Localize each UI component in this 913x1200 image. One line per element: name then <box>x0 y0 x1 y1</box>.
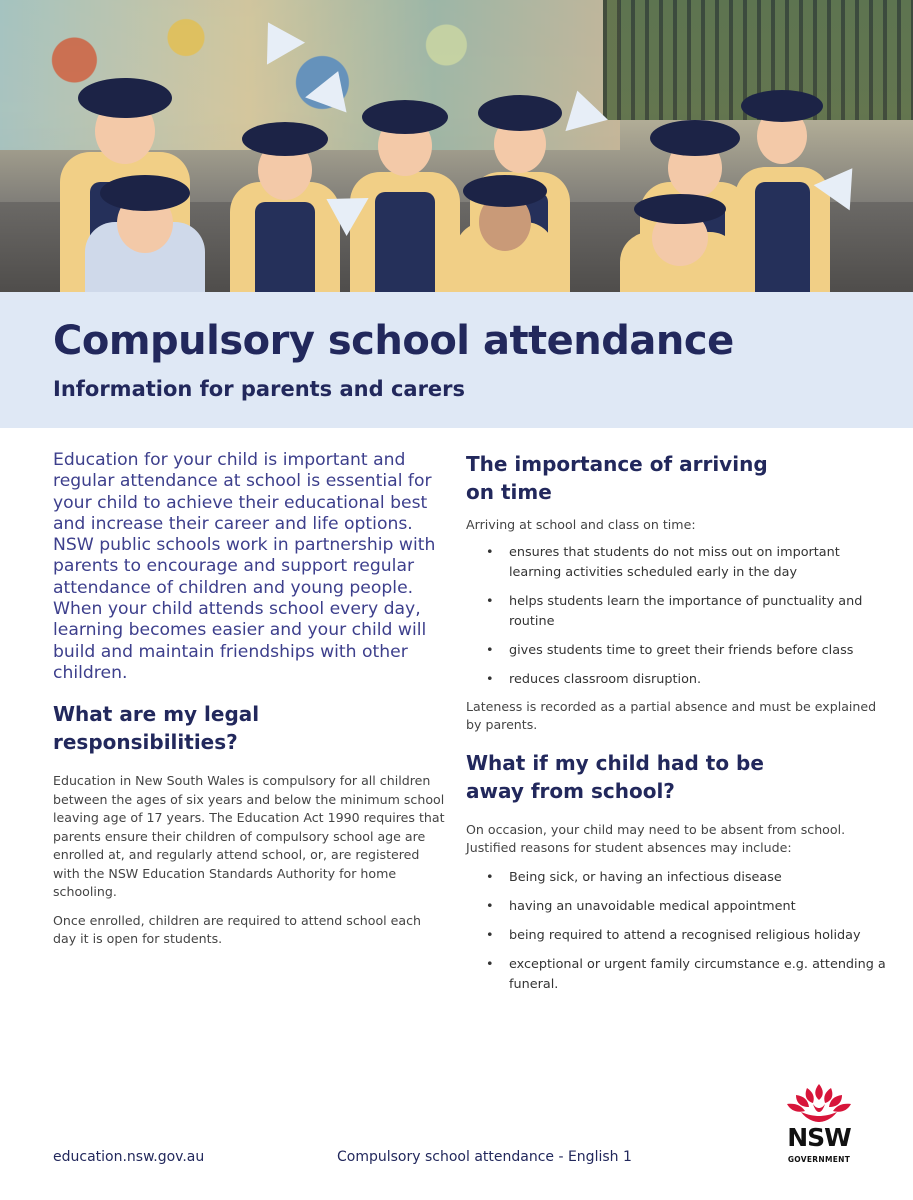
nsw-logo-government: GOVERNMENT <box>787 1155 851 1164</box>
away-lead: On occasion, your child may need to be absent from school. Justified reasons for student absences may include: <box>466 821 846 855</box>
away-list <box>466 868 886 995</box>
on-time-heading <box>466 450 886 506</box>
student-figure <box>620 200 740 292</box>
waratah-flower-icon <box>783 1082 855 1126</box>
legal-heading <box>53 700 445 756</box>
on-time-list <box>466 543 886 690</box>
lateness-note: Lateness is recorded as a partial absence and must be explained by parents. <box>466 698 877 732</box>
on-time-heading-line1: The importance of arriving <box>466 452 768 476</box>
hero-photo <box>0 0 913 292</box>
list-item: • being required to attend a recognised religious holiday <box>466 926 886 946</box>
list-item: • helps students learn the importance of punctuality and routine <box>466 592 886 632</box>
list-item: • exceptional or urgent family circumstance e.g. attending a funeral. <box>466 955 886 995</box>
legal-paragraph-2: Once enrolled, children are required to attend school each day it is open for students. <box>53 912 422 947</box>
list-item: • reduces classroom disruption. <box>466 670 886 690</box>
on-time-heading-line2: on time <box>466 480 552 504</box>
list-item: • ensures that students do not miss out on important learning activities scheduled early in the day <box>466 543 886 583</box>
footer-document-label: Compulsory school attendance - English 1 <box>337 1149 632 1165</box>
legal-paragraph-1: Education in New South Wales is compulsory for all children between the ages of six years and below the minimum school leaving age of 17 years. The Education Act 1990 requires that parents ensure their children of compulsory school age are enrolled at, and regularly attend school, or, are registered with the NSW Education Standards Authority for home schooling. <box>53 773 445 900</box>
student-figure <box>735 90 830 292</box>
away-heading-line1: What if my child had to be <box>466 750 764 775</box>
list-item: • Being sick, or having an infectious disease <box>466 868 886 888</box>
intro-paragraph: Education for your child is important and regular attendance at school is essential for your child to achieve their educational best and increase their career and life options. NSW public schools work in partnership with parents to encourage and support regular attendance of children and young people. When your child attends school every day, learning becomes easier and your child will build and maintain friendships with other children. <box>53 450 436 683</box>
nsw-logo-word: NSW <box>787 1123 851 1152</box>
legal-heading-line2: responsibilities? <box>53 730 238 755</box>
left-column <box>53 450 445 949</box>
list-item: • having an unavoidable medical appointment <box>466 897 886 917</box>
away-heading <box>466 749 886 805</box>
footer-url[interactable]: education.nsw.gov.au <box>53 1149 205 1165</box>
legal-heading-line1: What are my legal <box>53 702 260 727</box>
list-item: • gives students time to greet their friends before class <box>466 641 886 661</box>
page-subtitle: Information for parents and carers <box>53 377 466 401</box>
student-figure <box>455 175 555 292</box>
student-figure <box>85 175 205 292</box>
right-column <box>466 450 886 995</box>
page-title: Compulsory school attendance <box>53 318 734 364</box>
on-time-lead: Arriving at school and class on time: <box>466 517 696 532</box>
away-heading-line2: away from school? <box>466 778 675 803</box>
